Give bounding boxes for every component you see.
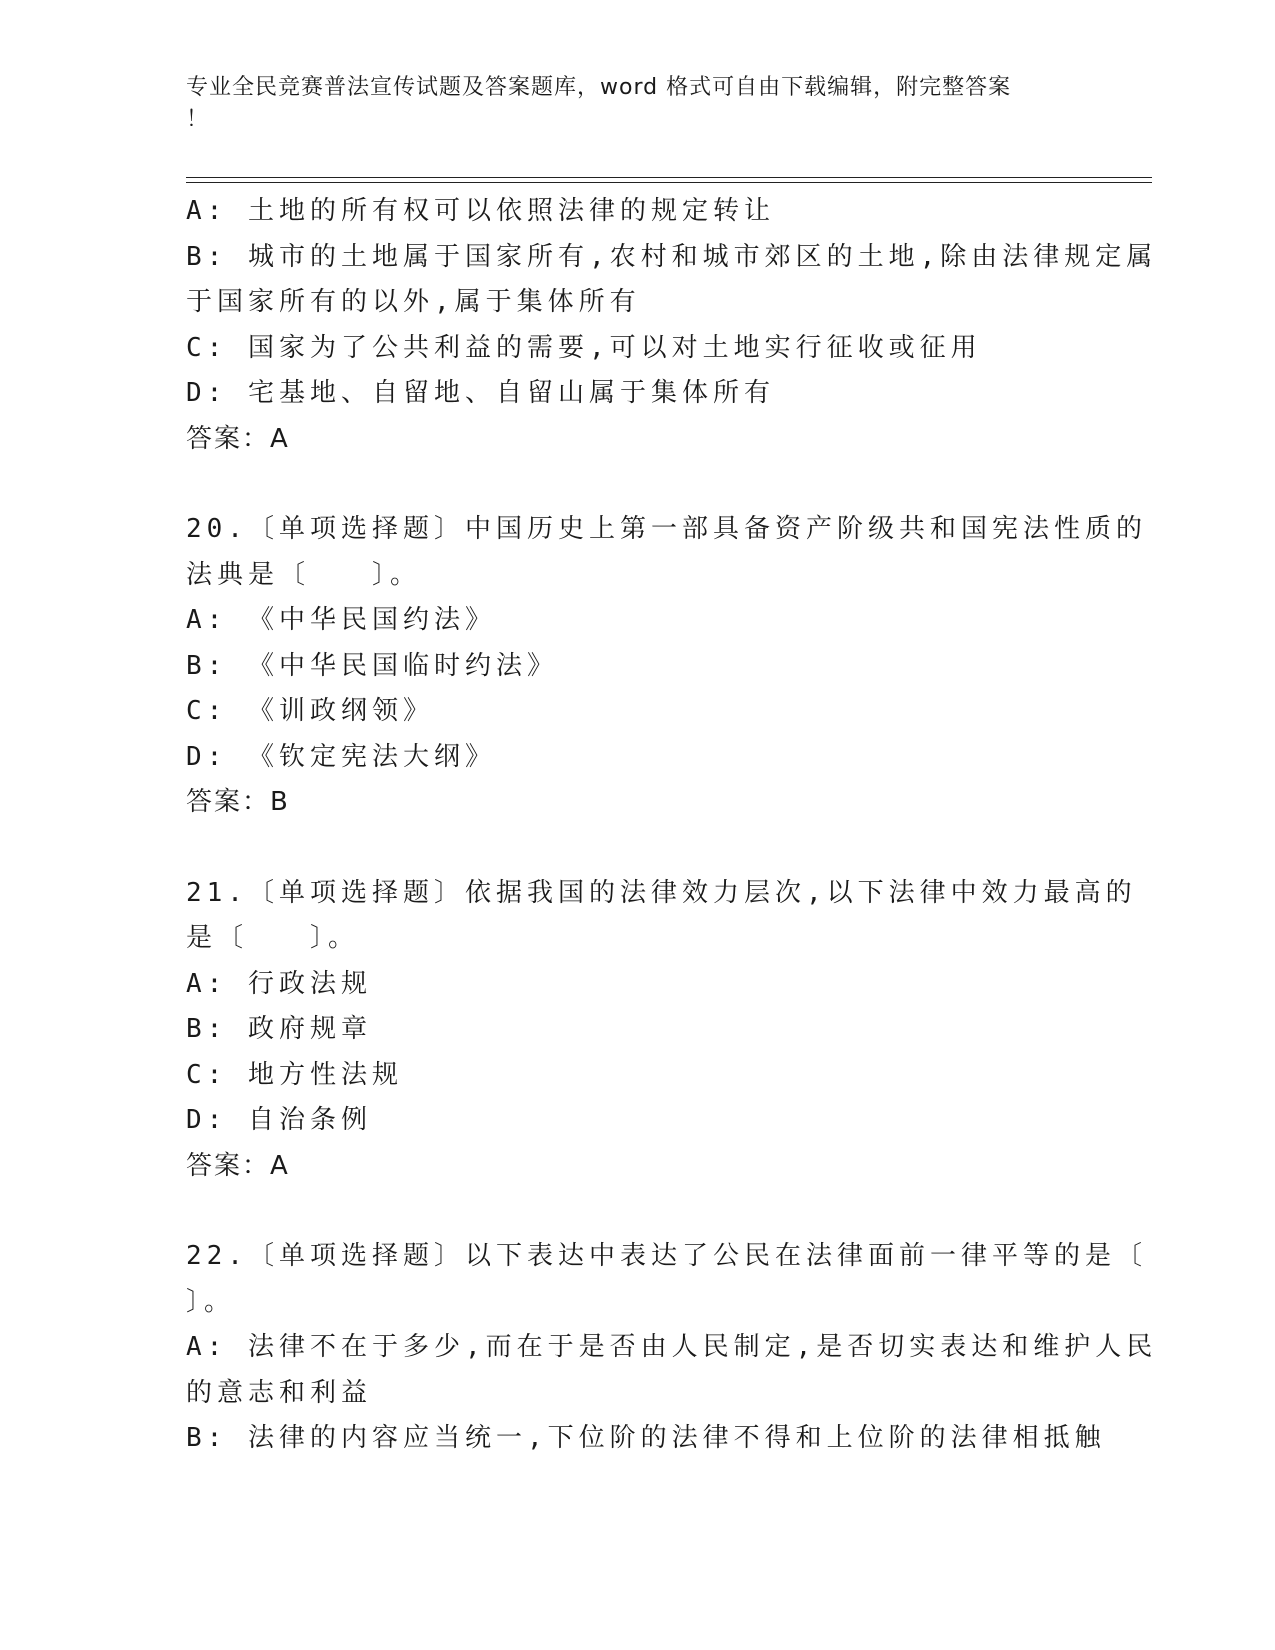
option-d: D: 《钦定宪法大纲》 xyxy=(186,741,496,772)
question-stem: 21.〔单项选择题〕依据我国的法律效力层次,以下法律中效力最高的 xyxy=(186,877,1137,908)
question-stem-continued: 是〔 〕。 xyxy=(186,923,360,953)
spacer xyxy=(186,1189,1086,1234)
spacer xyxy=(186,826,1086,871)
question-19-options xyxy=(186,189,1158,462)
answer-line: 答案：A xyxy=(186,1150,290,1181)
question-stem-continued: 法典是〔 〕。 xyxy=(186,559,422,590)
option-a: A: 土地的所有权可以依照法律的规定转让 xyxy=(186,196,775,226)
option-a-continued: 的意志和利益 xyxy=(186,1377,373,1408)
header-rule-bottom xyxy=(186,182,1152,183)
spacer xyxy=(186,462,1086,507)
option-c: C: 地方性法规 xyxy=(186,1059,403,1090)
option-b: B: 城市的土地属于国家所有,农村和城市郊区的土地,除由法律规定属 xyxy=(186,241,1158,272)
option-a: A: 法律不在于多少,而在于是否由人民制定,是否切实表达和维护人民 xyxy=(186,1332,1158,1362)
question-21 xyxy=(186,871,1137,1190)
option-d: D: 自治条例 xyxy=(186,1105,372,1135)
answer-line: 答案：B xyxy=(186,787,290,817)
option-a: A: 《中华民国约法》 xyxy=(186,605,496,635)
option-c: C: 国家为了公共利益的需要,可以对土地实行征收或征用 xyxy=(186,332,982,363)
option-b-continued: 于国家所有的以外,属于集体所有 xyxy=(186,287,641,317)
option-c: C: 《训政纲领》 xyxy=(186,696,434,726)
option-d: D: 宅基地、自留地、自留山属于集体所有 xyxy=(186,378,775,408)
option-b: B: 《中华民国临时约法》 xyxy=(186,650,558,681)
question-stem-continued: 〕。 xyxy=(186,1286,236,1317)
header-line: 专业全民竞赛普法宣传试题及答案题库，word 格式可自由下载编辑，附完整答案 xyxy=(186,75,1012,100)
question-stem: 22.〔单项选择题〕以下表达中表达了公民在法律面前一律平等的是〔 xyxy=(186,1241,1147,1271)
document-header xyxy=(186,72,1066,136)
question-stem: 20.〔单项选择题〕中国历史上第一部具备资产阶级共和国宪法性质的 xyxy=(186,514,1147,544)
header-line: ！ xyxy=(186,107,210,132)
question-20 xyxy=(186,507,1147,826)
option-b: B: 法律的内容应当统一,下位阶的法律不得和上位阶的法律相抵触 xyxy=(186,1423,1106,1453)
header-rule-top xyxy=(186,177,1152,178)
option-a: A: 行政法规 xyxy=(186,968,372,999)
question-body xyxy=(186,189,1158,1462)
option-b: B: 政府规章 xyxy=(186,1014,372,1044)
answer-line: 答案：A xyxy=(186,423,290,454)
question-22 xyxy=(186,1234,1158,1462)
